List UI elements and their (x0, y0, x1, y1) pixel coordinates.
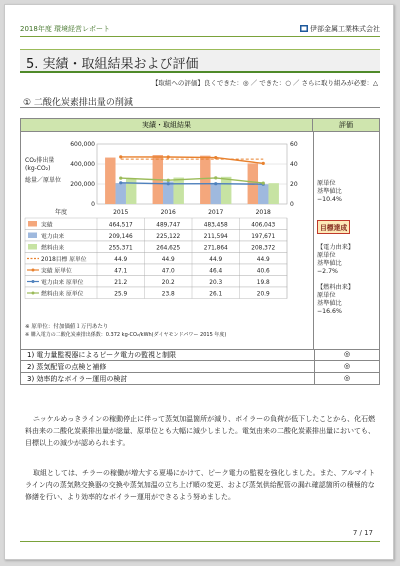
bar-電力由来 (258, 184, 268, 204)
y-right-tick: 40 (290, 161, 298, 168)
footer-rule (20, 541, 380, 542)
data-cell: 21.2 (114, 279, 128, 286)
series-name: 燃料由来 原単位 (41, 291, 84, 298)
note-basic-unit: ※ 原単位：付加価値１万円あたり (25, 324, 109, 330)
eval-fuel (317, 284, 354, 316)
y-left-label-secondary: 総量／原単位 (25, 177, 62, 184)
legend-key (28, 221, 37, 227)
legend-key-marker (32, 269, 35, 272)
action-mark: ◎ (314, 373, 379, 384)
data-cell: 20.3 (209, 279, 223, 286)
target-achieved-badge: 目標達成 (317, 220, 350, 234)
series-name: 燃料由来 (41, 245, 65, 252)
x-tick-label: 2018 (255, 209, 271, 216)
point-実績 原単位 (262, 162, 265, 165)
data-cell: 26.1 (209, 291, 223, 298)
action-list (20, 349, 380, 385)
eval-power-line4: −2.7% (317, 268, 338, 275)
data-cell: 208,372 (251, 245, 276, 252)
series-name: 電力由来 (41, 233, 65, 240)
y-left-label-unit: (kg-CO₂) (25, 165, 51, 172)
legend-key-marker (32, 280, 35, 283)
legend-key (28, 233, 37, 239)
data-cell: 197,671 (251, 233, 276, 240)
point-燃料由来 原単位 (167, 179, 170, 182)
point-燃料由来 原単位 (214, 176, 217, 179)
point-電力由来 原単位 (167, 182, 170, 185)
action-row (20, 373, 380, 385)
data-cell: 20.2 (161, 279, 175, 286)
data-cell: 211,594 (203, 233, 228, 240)
series-name: 2018目標 原単位 (41, 256, 87, 263)
y-right-tick: 20 (290, 181, 298, 188)
eval-total (317, 180, 342, 204)
action-text: 2) 蒸気配管の点検と補修 (27, 363, 107, 371)
note-emission-factor: ※ 購入電力の二酸化炭素排出係数：0.372 kg-CO₂/kWh(ダイヤモンドパワー 2015 年度) (25, 332, 227, 338)
data-cell: 209,146 (108, 233, 133, 240)
bar-電力由来 (116, 183, 126, 204)
eval-power-line3: 基準値比 (317, 260, 342, 267)
data-cell: 23.8 (161, 291, 175, 298)
legend-key (28, 244, 37, 250)
data-cell: 47.0 (161, 268, 175, 275)
data-cell: 264,625 (156, 245, 181, 252)
eval-fuel-line2: 原単位 (317, 292, 336, 299)
action-row (20, 361, 380, 373)
report-title: 2018年度 環境経営レポート (20, 25, 111, 33)
results-header: 実績・取組結果 (21, 119, 313, 132)
point-電力由来 原単位 (119, 181, 122, 184)
legend-key-marker (32, 292, 35, 295)
data-cell: 20.9 (256, 291, 270, 298)
data-cell: 225,122 (156, 233, 181, 240)
point-電力由来 原単位 (214, 182, 217, 185)
section-title: 5. 実績・取組結果および評価 (26, 57, 199, 72)
data-cell: 47.1 (114, 268, 128, 275)
data-cell: 406,043 (251, 222, 276, 229)
bar-実績 (105, 158, 115, 204)
subsection-title: ① 二酸化炭素排出量の削減 (23, 98, 133, 108)
point-燃料由来 原単位 (119, 177, 122, 180)
eval-fuel-line1: 【燃料由来】 (317, 284, 355, 291)
x-tick-label: 2017 (208, 209, 224, 216)
report-page (4, 4, 394, 560)
subsection-heading (20, 93, 380, 108)
data-cell: 44.9 (256, 256, 270, 263)
y-left-tick: 400,000 (70, 161, 95, 168)
action-mark: ◎ (314, 361, 379, 372)
data-cell: 464,517 (108, 222, 133, 229)
action-text: 1) 電力量監視器によるピーク電力の監視と制限 (27, 351, 177, 359)
bar-燃料由来 (268, 183, 278, 204)
x-axis-label: 年度 (55, 209, 68, 216)
point-実績 原単位 (167, 155, 170, 158)
point-燃料由来 原単位 (262, 182, 265, 185)
data-cell: 271,864 (203, 245, 228, 252)
page-number: 7 / 17 (352, 529, 373, 537)
series-name: 実績 (41, 222, 53, 229)
bar-燃料由来 (173, 178, 183, 204)
y-left-tick: 200,000 (70, 181, 95, 188)
data-cell: 44.9 (161, 256, 175, 263)
y-left-tick: 0 (91, 201, 95, 208)
column-divider (313, 132, 314, 350)
bar-燃料由来 (221, 177, 231, 204)
eval-total-line2: 基準値比 (317, 188, 342, 195)
data-cell: 19.8 (256, 279, 270, 286)
data-cell: 489,747 (156, 222, 181, 229)
eval-fuel-line4: −16.6% (317, 308, 342, 315)
eval-power (317, 244, 354, 276)
paragraph-actions: 取組としては、チラーの稼働が増大する夏場にかけて、ピーク電力の監視を強化しました。また、アルマイトライン内の蒸気熱交換器の交換や蒸気加温の立ち上げ順の変更、および蒸気供給配管の漏れ確認箇所の積極的な修繕を行い、より効率的なボイラー運用ができるよう努めました。 (25, 469, 376, 501)
series-name: 実績 原単位 (41, 268, 72, 275)
eval-power-line2: 原単位 (317, 252, 336, 259)
page-header (20, 23, 380, 37)
company-name-text: 伊部金属工業株式会社 (310, 25, 380, 33)
data-cell: 46.4 (209, 268, 223, 275)
co2-chart (21, 132, 313, 350)
data-cell: 40.6 (256, 268, 270, 275)
eval-total-line3: −10.4% (317, 196, 342, 203)
evaluation-header: 評価 (313, 119, 379, 132)
point-実績 原単位 (214, 156, 217, 159)
data-cell: 44.9 (209, 256, 223, 263)
data-cell: 25.9 (114, 291, 128, 298)
point-実績 原単位 (119, 155, 122, 158)
series-name: 電力由来 原単位 (41, 279, 84, 286)
action-mark: ◎ (314, 349, 379, 360)
company-name (300, 24, 380, 34)
bar-実績 (200, 156, 210, 204)
action-text: 3) 効率的なボイラー運用の検討 (27, 375, 128, 383)
y-right-tick: 60 (290, 141, 298, 148)
data-cell: 255,371 (108, 245, 133, 252)
eval-power-line1: 【電力由来】 (317, 244, 355, 251)
data-cell: 483,458 (203, 222, 228, 229)
y-right-tick: 0 (290, 201, 294, 208)
action-row (20, 349, 380, 361)
section-heading (20, 49, 380, 73)
eval-fuel-line3: 基準値比 (317, 300, 342, 307)
paragraph-results: ニッケルめっきラインの稼動停止に伴って蒸気加温箇所が減り、ボイラーの負荷が低下したことから、化石燃料由来の二酸化炭素排出量が総量、原単位とも大幅に減少しました。電気由来の二酸化炭素排出量においても、目標以上の減少が認められます。 (25, 415, 376, 447)
x-tick-label: 2016 (160, 209, 176, 216)
bar-電力由来 (211, 183, 221, 204)
x-tick-label: 2015 (113, 209, 129, 216)
results-table (20, 118, 380, 350)
evaluation-legend: 【取組への評価】良くできた：◎ ／ できた：○ ／ さらに取り組みが必要：△ (151, 79, 378, 87)
data-cell: 44.9 (114, 256, 128, 263)
y-left-tick: 600,000 (70, 141, 95, 148)
company-logo-icon (300, 25, 308, 32)
y-left-label: CO₂排出量 (25, 157, 55, 164)
eval-total-line1: 原単位 (317, 180, 336, 187)
